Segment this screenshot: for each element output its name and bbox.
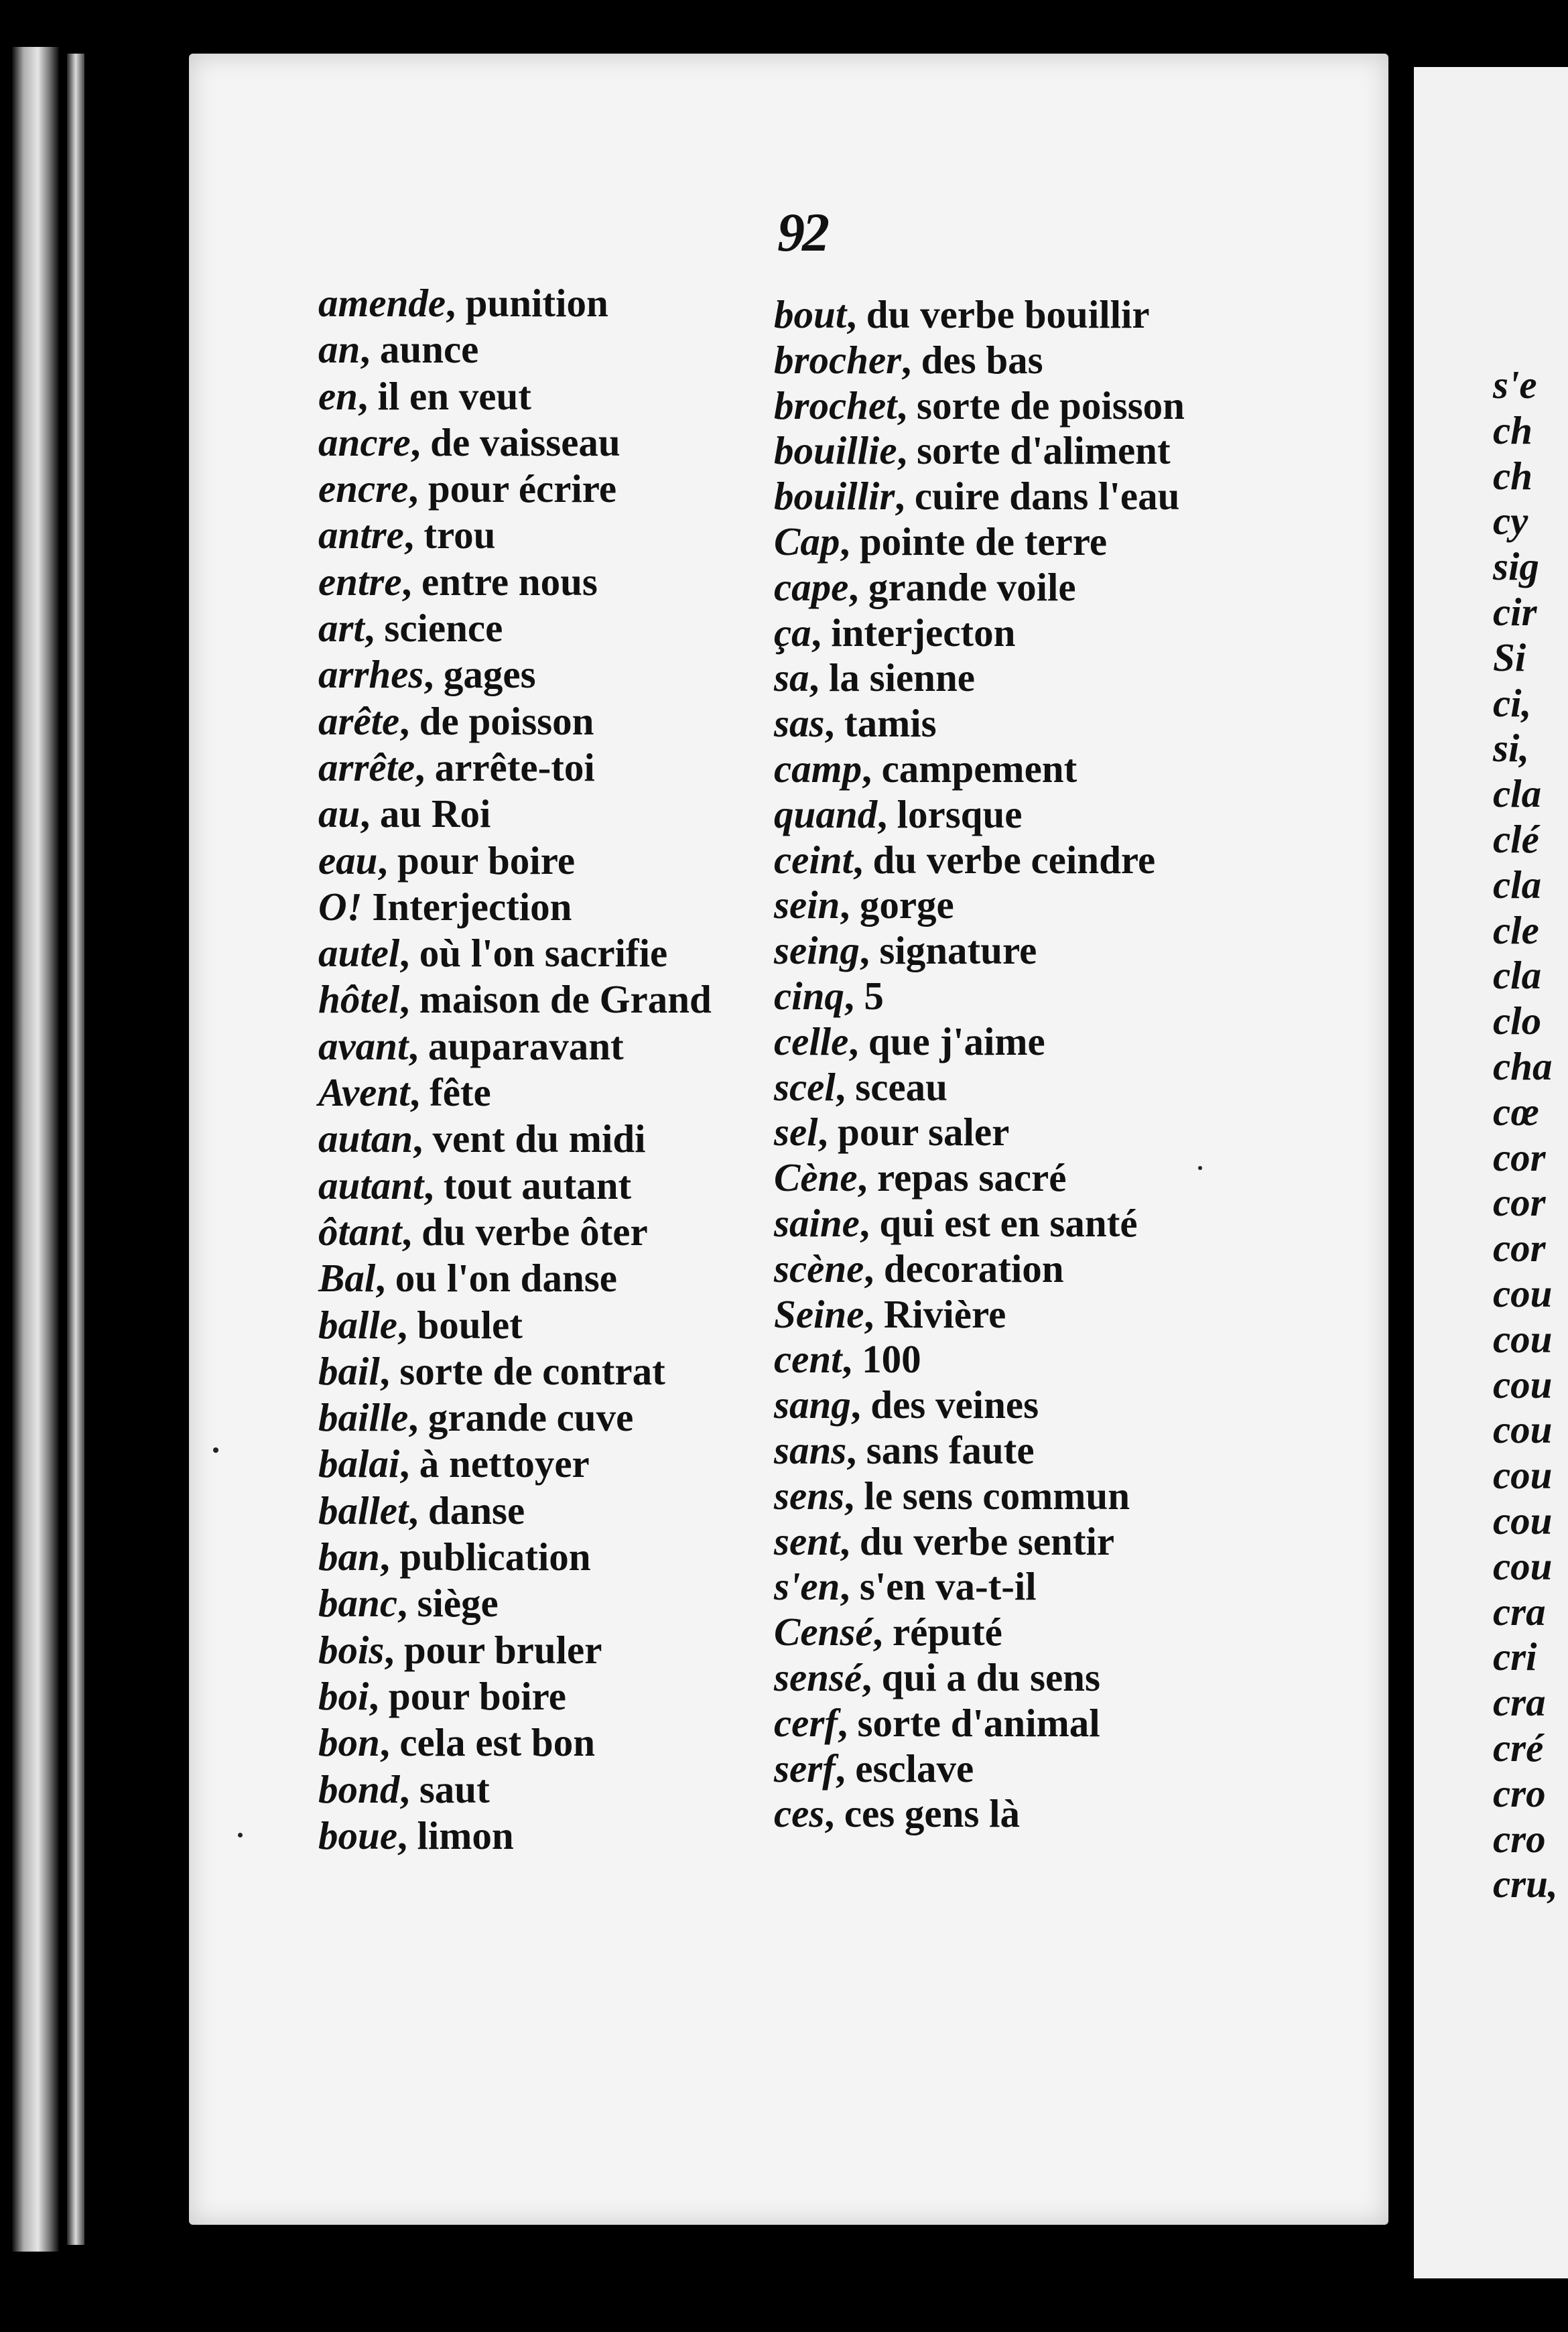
facing-page-word: cla — [1493, 953, 1542, 998]
entry-headword: bouillie — [774, 428, 897, 473]
dictionary-entry — [774, 1427, 1323, 1473]
entry-separator: , — [403, 513, 424, 558]
entry-gloss: repas sacré — [877, 1155, 1067, 1200]
facing-page-word: ch — [1493, 453, 1532, 498]
entry-separator: , — [377, 838, 397, 883]
entry-headword: sang — [774, 1382, 851, 1427]
entry-headword: Cap — [774, 519, 840, 564]
entry-headword: au — [318, 791, 361, 836]
entry-separator: , — [818, 1110, 838, 1155]
ink-speck — [238, 1833, 243, 1837]
entry-gloss: qui est en santé — [879, 1200, 1138, 1245]
ink-speck — [1198, 1166, 1202, 1170]
entry-separator: , — [399, 931, 419, 976]
entry-separator: , — [401, 1209, 422, 1254]
entry-headword: ôtant — [318, 1209, 402, 1254]
entry-headword: an — [318, 327, 361, 372]
left-page-edge — [12, 47, 59, 2252]
facing-page-word: cla — [1493, 771, 1542, 816]
entry-separator: , — [413, 1116, 433, 1161]
entry-separator: , — [848, 564, 868, 609]
entry-gloss: interjecton — [831, 610, 1016, 655]
entry-headword: celle — [774, 1019, 849, 1063]
entry-headword: sa — [774, 655, 809, 700]
facing-page-word: cla — [1493, 862, 1542, 907]
entry-gloss: ou l'on danse — [395, 1256, 617, 1301]
entry-headword: Seine — [774, 1291, 864, 1336]
entry-separator: , — [862, 1655, 882, 1699]
facing-page-word: cir — [1493, 589, 1537, 634]
dictionary-entry — [774, 1200, 1323, 1246]
entry-headword: cent — [774, 1337, 842, 1382]
entry-separator: , — [408, 1488, 428, 1533]
entry-headword: en — [318, 373, 358, 418]
entry-headword: amende — [318, 281, 446, 325]
entry-headword: arrhes — [318, 652, 424, 697]
dictionary-entry — [774, 1746, 1323, 1791]
entry-separator: , — [859, 1200, 880, 1245]
entry-headword: sens — [774, 1473, 844, 1518]
entry-separator: , — [859, 928, 880, 973]
entry-separator: , — [862, 746, 882, 791]
facing-page-word: clo — [1493, 998, 1542, 1043]
facing-page-word-column — [1493, 362, 1558, 1906]
entry-separator: , — [409, 1070, 430, 1115]
entry-separator: , — [399, 1441, 419, 1486]
dictionary-entry — [774, 1291, 1323, 1337]
entry-gloss: cela est bon — [399, 1720, 596, 1765]
entry-separator: , — [846, 292, 866, 336]
entry-separator: , — [897, 428, 917, 473]
entry-gloss: publication — [399, 1535, 591, 1579]
entry-gloss: 5 — [864, 973, 884, 1018]
facing-page-word: cor — [1493, 1226, 1546, 1271]
entry-headword: sein — [774, 883, 840, 927]
entry-separator: , — [835, 1064, 856, 1109]
entry-headword: entre — [318, 559, 402, 604]
entry-gloss: du verbe sentir — [859, 1518, 1115, 1563]
entry-headword: cinq — [774, 973, 844, 1018]
entry-headword: bail — [318, 1348, 380, 1393]
entry-headword: bois — [318, 1627, 385, 1672]
facing-page-word: cou — [1493, 1453, 1553, 1498]
entry-separator: , — [811, 610, 832, 655]
facing-page-word: cré — [1493, 1725, 1544, 1770]
facing-page-word: s'e — [1493, 363, 1537, 407]
entry-separator: , — [877, 791, 897, 836]
facing-page-word: cou — [1493, 1271, 1553, 1315]
entry-headword: cape — [774, 564, 849, 609]
facing-page-word: cou — [1493, 1543, 1553, 1588]
dictionary-entry — [774, 837, 1323, 883]
facing-page-word: cor — [1493, 1135, 1546, 1179]
entry-headword: Avent — [318, 1070, 410, 1115]
entry-gloss: ces gens là — [844, 1791, 1021, 1836]
dictionary-entry — [774, 1064, 1323, 1110]
entry-gloss: auparavant — [428, 1023, 624, 1068]
dictionary-entry — [774, 1336, 1323, 1382]
entry-separator: , — [844, 973, 864, 1018]
entry-gloss: campement — [881, 746, 1077, 791]
entry-separator: , — [399, 1766, 419, 1811]
entry-headword: Censé — [774, 1610, 873, 1655]
facing-page-word: cro — [1493, 1816, 1546, 1861]
entry-gloss: à nettoyer — [419, 1441, 590, 1486]
entry-separator — [363, 885, 373, 929]
facing-page-word: cri — [1493, 1634, 1537, 1679]
facing-page-word: sig — [1493, 544, 1539, 589]
entry-gloss: limon — [417, 1813, 514, 1858]
entry-separator: , — [379, 1348, 400, 1393]
entry-headword: quand — [774, 791, 878, 836]
entry-gloss: pour bruler — [403, 1627, 602, 1672]
entry-gloss: arrête-toi — [434, 744, 595, 789]
entry-headword: ballet — [318, 1488, 409, 1533]
facing-page-word: cou — [1493, 1362, 1553, 1407]
entry-gloss: sorte de poisson — [917, 383, 1185, 428]
entry-gloss: saut — [419, 1766, 490, 1811]
entry-gloss: pour boire — [388, 1673, 566, 1718]
dictionary-entry — [774, 973, 1323, 1019]
entry-headword: balle — [318, 1302, 397, 1347]
entry-separator: , — [397, 1302, 417, 1347]
facing-page-word: cœ — [1493, 1089, 1539, 1134]
dictionary-entry — [774, 1791, 1323, 1836]
entry-separator: , — [848, 1019, 868, 1063]
facing-page-word: si, — [1493, 726, 1530, 771]
entry-separator: , — [375, 1256, 395, 1301]
entry-gloss: sceau — [855, 1064, 948, 1109]
entry-gloss: au Roi — [379, 791, 491, 836]
dictionary-entry — [774, 1155, 1323, 1200]
entry-headword: seing — [774, 928, 860, 973]
entry-separator: , — [837, 1700, 858, 1745]
dictionary-entry — [774, 927, 1323, 973]
entry-gloss: cuire dans l'eau — [914, 474, 1180, 519]
entry-gloss: 100 — [862, 1337, 921, 1382]
entry-gloss: tamis — [844, 701, 937, 746]
entry-headword: boue — [318, 1813, 397, 1858]
entry-headword: Bal — [318, 1256, 376, 1301]
entry-headword: sensé — [774, 1655, 862, 1699]
left-page-edge-inner — [67, 54, 84, 2245]
entry-headword: sent — [774, 1518, 840, 1563]
entry-headword: cerf — [774, 1700, 838, 1745]
facing-page-word: cro — [1493, 1770, 1546, 1815]
entry-separator: , — [872, 1610, 893, 1655]
entry-separator: , — [423, 1163, 444, 1208]
entry-separator: , — [850, 1382, 871, 1427]
entry-separator: , — [857, 1155, 878, 1200]
entry-headword: antre — [318, 513, 404, 558]
dictionary-entry — [774, 1246, 1323, 1291]
dictionary-entry — [774, 337, 1323, 383]
dictionary-entry — [774, 1700, 1323, 1746]
dictionary-entry — [774, 655, 1323, 700]
entry-gloss: trou — [423, 513, 496, 558]
entry-separator: , — [809, 655, 829, 700]
entry-gloss: du verbe bouillir — [866, 292, 1150, 336]
facing-page-word: ci, — [1493, 680, 1532, 725]
entry-headword: bout — [774, 292, 847, 336]
entry-separator: , — [840, 519, 860, 564]
dictionary-entry — [774, 1518, 1323, 1564]
entry-headword: serf — [774, 1746, 836, 1791]
entry-gloss: des bas — [921, 337, 1043, 382]
entry-separator: , — [835, 1746, 856, 1791]
entry-headword: O! — [318, 884, 363, 929]
entry-headword: autan — [318, 1116, 413, 1161]
entry-separator: , — [840, 1564, 860, 1609]
facing-page-word: cou — [1493, 1498, 1553, 1543]
entry-headword: ces — [774, 1791, 825, 1836]
entry-separator: , — [852, 837, 873, 882]
facing-page-word: cle — [1493, 907, 1539, 952]
entry-separator: , — [842, 1337, 862, 1382]
facing-page-word: cru, — [1493, 1862, 1558, 1906]
entry-separator: , — [384, 1627, 404, 1672]
entry-headword: sans — [774, 1427, 847, 1472]
dictionary-entry — [774, 1019, 1323, 1064]
entry-gloss: il en veut — [377, 373, 531, 418]
entry-gloss: sorte d'aliment — [917, 428, 1171, 473]
facing-page-word: cha — [1493, 1043, 1553, 1088]
entry-gloss: siège — [417, 1581, 499, 1626]
entry-gloss: pointe de terre — [859, 519, 1108, 564]
entry-gloss: danse — [428, 1488, 525, 1533]
entry-gloss: du verbe ôter — [421, 1209, 648, 1254]
entry-separator: , — [895, 474, 915, 519]
entry-gloss: sans faute — [866, 1427, 1035, 1472]
entry-headword: bon — [318, 1720, 380, 1765]
entry-separator: , — [399, 977, 419, 1022]
entry-gloss: gages — [443, 652, 536, 697]
entry-gloss: réputé — [893, 1610, 1002, 1655]
entry-gloss: de poisson — [419, 698, 594, 743]
entry-separator: , — [401, 559, 422, 604]
entry-gloss: gorge — [859, 883, 954, 927]
entry-separator: , — [369, 1673, 389, 1718]
entry-separator: , — [360, 791, 380, 836]
entry-headword: balai — [318, 1441, 400, 1486]
entry-headword: brocher — [774, 337, 902, 382]
entry-headword: banc — [318, 1581, 397, 1626]
entry-separator: , — [824, 701, 844, 746]
entry-separator: , — [423, 652, 444, 697]
entry-gloss: sorte d'animal — [857, 1700, 1100, 1745]
dictionary-entry — [774, 428, 1323, 473]
entry-headword: sel — [774, 1110, 818, 1155]
entry-gloss: esclave — [855, 1746, 974, 1791]
entry-headword: arrête — [318, 744, 415, 789]
facing-page-word: Si — [1493, 635, 1526, 679]
dictionary-entry — [774, 519, 1323, 564]
entry-gloss: vent du midi — [432, 1116, 646, 1161]
dictionary-entry — [774, 746, 1323, 791]
entry-headword: encre — [318, 466, 409, 511]
entry-gloss: de vaisseau — [430, 419, 620, 464]
entry-separator: , — [415, 744, 435, 789]
page-number: 92 — [777, 202, 827, 263]
ink-speck — [213, 1447, 218, 1453]
entry-separator: , — [379, 1720, 400, 1765]
entry-headword: ancre — [318, 419, 411, 464]
entry-gloss: signature — [879, 928, 1037, 973]
entry-gloss: maison de Grand — [419, 977, 712, 1022]
entry-separator: , — [397, 1813, 417, 1858]
entry-headword: sas — [774, 701, 825, 746]
entry-headword: avant — [318, 1023, 409, 1068]
dictionary-entry — [774, 1563, 1323, 1609]
dictionary-entry — [774, 292, 1323, 337]
entry-gloss: entre nous — [421, 559, 598, 604]
entry-gloss: boulet — [417, 1302, 523, 1347]
entry-separator: , — [360, 327, 380, 372]
entry-gloss: s'en va-t-il — [859, 1564, 1037, 1609]
entry-separator: , — [844, 1473, 864, 1518]
entry-gloss: fête — [430, 1070, 491, 1115]
entry-headword: scène — [774, 1246, 864, 1291]
entry-headword: Cène — [774, 1155, 858, 1200]
dictionary-entry — [774, 1609, 1323, 1655]
entry-gloss: que j'aime — [868, 1019, 1045, 1063]
entry-headword: boi — [318, 1673, 369, 1718]
entry-headword: s'en — [774, 1564, 840, 1609]
entry-gloss: pour écrire — [428, 466, 617, 511]
entry-gloss: lorsque — [897, 791, 1023, 836]
entry-headword: hôtel — [318, 977, 400, 1022]
entry-gloss: tout autant — [443, 1163, 632, 1208]
entry-gloss: sorte de contrat — [399, 1348, 665, 1393]
entry-separator: , — [399, 698, 419, 743]
dictionary-entry — [774, 564, 1323, 610]
entry-headword: ça — [774, 610, 811, 655]
entry-headword: ceint — [774, 837, 853, 882]
entry-gloss: la sienne — [828, 655, 975, 700]
entry-separator: , — [364, 606, 385, 651]
entry-separator: , — [840, 1518, 860, 1563]
entry-headword: baille — [318, 1395, 409, 1440]
facing-page-word: cor — [1493, 1180, 1546, 1225]
entry-gloss: des veines — [870, 1382, 1039, 1427]
entry-headword: ban — [318, 1535, 380, 1579]
entry-separator: , — [864, 1291, 884, 1336]
entry-gloss: le sens commun — [864, 1473, 1130, 1518]
entry-gloss: qui a du sens — [881, 1655, 1100, 1699]
entry-separator: , — [901, 337, 921, 382]
entry-gloss: où l'on sacrifie — [419, 931, 668, 976]
entry-gloss: science — [384, 606, 503, 651]
entry-separator: , — [379, 1535, 400, 1579]
entry-gloss: decoration — [883, 1246, 1064, 1291]
entry-headword: brochet — [774, 383, 897, 428]
entry-gloss: grande voile — [868, 564, 1076, 609]
entry-headword: autant — [318, 1163, 424, 1208]
entry-headword: camp — [774, 746, 862, 791]
entry-separator: , — [397, 1581, 417, 1626]
facing-page-word: ch — [1493, 407, 1532, 452]
dictionary-entry — [774, 610, 1323, 655]
entry-separator: , — [840, 883, 860, 927]
entry-gloss: pour boire — [397, 838, 576, 883]
right-word-column — [774, 292, 1323, 1836]
entry-gloss: pour saler — [838, 1110, 1010, 1155]
entry-headword: bouillir — [774, 474, 895, 519]
dictionary-entry — [774, 1109, 1323, 1155]
entry-headword: arête — [318, 698, 400, 743]
dictionary-entry — [774, 383, 1323, 428]
entry-separator: , — [408, 1395, 428, 1440]
entry-headword: bond — [318, 1766, 400, 1811]
entry-separator: , — [358, 373, 378, 418]
facing-page-word: cy — [1493, 499, 1528, 543]
dictionary-entry — [774, 1655, 1323, 1700]
entry-headword: saine — [774, 1200, 860, 1245]
entry-separator: , — [897, 383, 917, 428]
dictionary-entry — [774, 1382, 1323, 1427]
entry-separator: , — [864, 1246, 884, 1291]
entry-headword: eau — [318, 838, 378, 883]
entry-headword: autel — [318, 931, 400, 976]
facing-page-word: cou — [1493, 1407, 1553, 1452]
entry-gloss: Rivière — [883, 1291, 1006, 1336]
entry-gloss: punition — [465, 281, 608, 325]
dictionary-entry — [774, 882, 1323, 927]
dictionary-entry — [774, 700, 1323, 746]
entry-separator: , — [446, 281, 466, 325]
entry-headword: scel — [774, 1064, 836, 1109]
entry-gloss: du verbe ceindre — [872, 837, 1156, 882]
entry-separator: , — [408, 1023, 428, 1068]
dictionary-entry — [774, 1473, 1323, 1518]
entry-separator: , — [824, 1791, 844, 1836]
dictionary-entry — [774, 473, 1323, 519]
facing-page-word: cou — [1493, 1316, 1553, 1361]
entry-gloss: Interjection — [372, 884, 572, 929]
entry-separator: , — [410, 419, 431, 464]
entry-gloss: grande cuve — [428, 1395, 634, 1440]
entry-separator: , — [846, 1427, 866, 1472]
facing-page-word: cra — [1493, 1680, 1546, 1725]
dictionary-entry — [774, 791, 1323, 837]
entry-headword: art — [318, 606, 365, 651]
entry-separator: , — [408, 466, 428, 511]
entry-gloss: aunce — [379, 327, 479, 372]
facing-page-word: cra — [1493, 1589, 1546, 1634]
facing-page-word: clé — [1493, 816, 1539, 861]
